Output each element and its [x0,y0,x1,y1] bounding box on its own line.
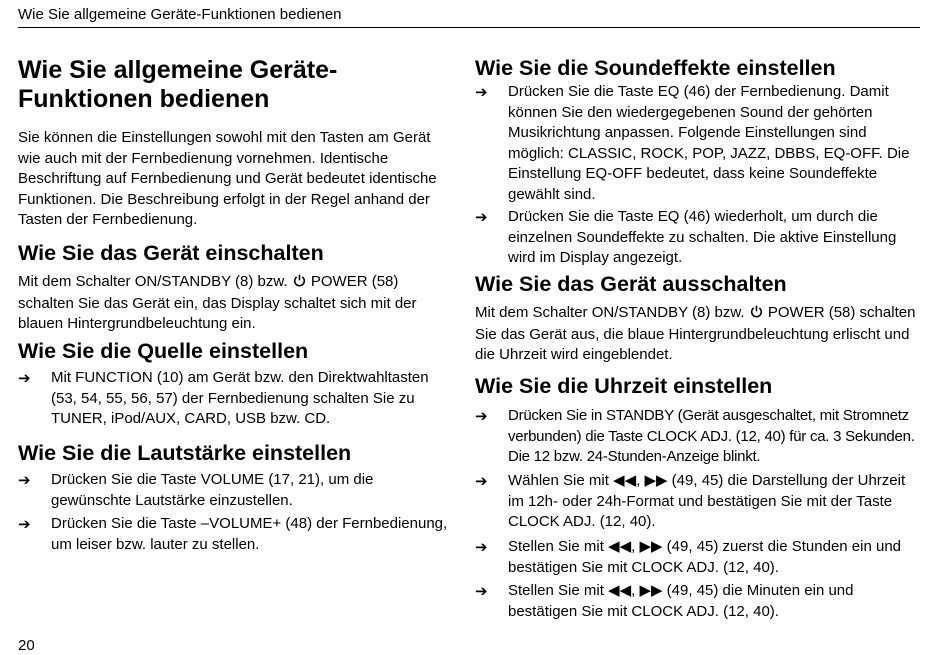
intro-paragraph: Sie können die Einstellungen sowohl mit den Tasten am Gerät wie auch mit der Fernbedienung vornehmen. Identische Beschriftung auf Fernbedienung und Gerät bedeutet identische Funktionen. Die Beschreibung erfolgt in der Regel anhand der Tasten der Fernbedienung. [18,129,437,228]
arrow-icon: ➔ [475,582,488,600]
list-item-text: Drücken Sie in STANDBY (Gerät ausgeschaltet, mit Stromnetz verbunden) die Taste CLOCK ADJ. (12, 40) für ca. 3 Sekunden. Die 12 bzw. 24-Stunden-Anzeige blinkt. [508,407,915,465]
list-item [18,470,454,511]
list-item-text: Drücken Sie die Taste –VOLUME+ (48) der Fernbedienung, um leiser bzw. lauter zu stellen. [51,515,448,553]
list-item-text: Drücken Sie die Taste EQ (46) der Fernbedienung. Damit können Sie den wiedergegebenen Sound der gehörten Musikrichtung anpassen. Folgende Einstellungen sind möglich: CLASSIC, ROCK, POP, JAZZ, DBBS, EQ-OFF. Die Einstellung EQ-OFF bedeutet, dass keine Soundeffekte gewählt sind. [508,83,910,203]
list-item-text: Stellen Sie mit ◀◀, ▶▶ (49, 45) die Minuten ein und bestätigen Sie mit CLOCK ADJ. (12, 40). [508,582,854,620]
heading-source: Wie Sie die Quelle einstellen [18,339,309,363]
heading-power-off: Wie Sie das Gerät ausschalten [475,272,787,296]
power-icon [293,273,306,294]
list-item [475,537,921,578]
power-off-paragraph [475,303,921,366]
list-item-text: Drücken Sie die Taste EQ (46) wiederholt, um durch die einzelnen Soundeffekte zu schalten. Die aktive Einstellung wird im Display angezeigt. [508,208,897,266]
power-on-text-after: POWER (58) schalten Sie das Gerät ein, das Display schaltet sich mit der blauen Hintergrundbeleuchtung ein. [18,273,417,332]
list-item-text: Wählen Sie mit ◀◀, ▶▶ (49, 45) die Darstellung der Uhrzeit im 12h- oder 24h-Format und bestätigen Sie mit der Taste CLOCK ADJ. (12, 40). [508,472,906,530]
arrow-icon: ➔ [475,407,488,425]
list-item-text: Drücken Sie die Taste VOLUME (17, 21), um die gewünschte Lautstärke einzustellen. [51,471,374,509]
power-off-text-after: POWER (58) schalten Sie das Gerät aus, die blaue Hintergrundbeleuchtung erlischt und die Uhrzeit wird eingeblendet. [475,304,916,363]
arrow-icon: ➔ [475,472,488,490]
power-on-text-before: Mit dem Schalter ON/STANDBY (8) bzw. [18,273,288,290]
list-item [475,581,921,622]
arrow-icon: ➔ [18,369,31,387]
list-item [475,471,921,533]
arrow-icon: ➔ [475,538,488,556]
list-item [475,82,915,205]
page-number: 20 [18,637,35,654]
power-on-paragraph [18,272,454,335]
heading-clock: Wie Sie die Uhrzeit einstellen [475,374,773,398]
running-header: Wie Sie allgemeine Geräte-Funktionen bedienen [18,6,920,28]
heading-volume: Wie Sie die Lautstärke einstellen [18,441,352,465]
arrow-icon: ➔ [475,83,488,101]
arrow-icon: ➔ [18,515,31,533]
list-item [18,514,454,555]
heading-power-on: Wie Sie das Gerät einschalten [18,241,324,265]
arrow-icon: ➔ [475,208,488,226]
power-off-text-before: Mit dem Schalter ON/STANDBY (8) bzw. [475,304,745,321]
power-icon [750,304,763,325]
list-item-text: Mit FUNCTION (10) am Gerät bzw. den Direktwahltasten (53, 54, 55, 56, 57) der Fernbedienung schalten Sie zu TUNER, iPod/AUX, CARD, USB bzw. CD. [51,369,429,427]
heading-sound: Wie Sie die Soundeffekte einstellen [475,56,836,80]
arrow-icon: ➔ [18,471,31,489]
list-item [475,406,921,468]
list-item-text: Stellen Sie mit ◀◀, ▶▶ (49, 45) zuerst die Stunden ein und bestätigen Sie mit CLOCK ADJ. (12, 40). [508,538,902,576]
page-title: Wie Sie allgemeine Geräte-Funktionen bedienen [18,56,338,113]
list-item [475,207,915,269]
list-item [18,368,454,430]
